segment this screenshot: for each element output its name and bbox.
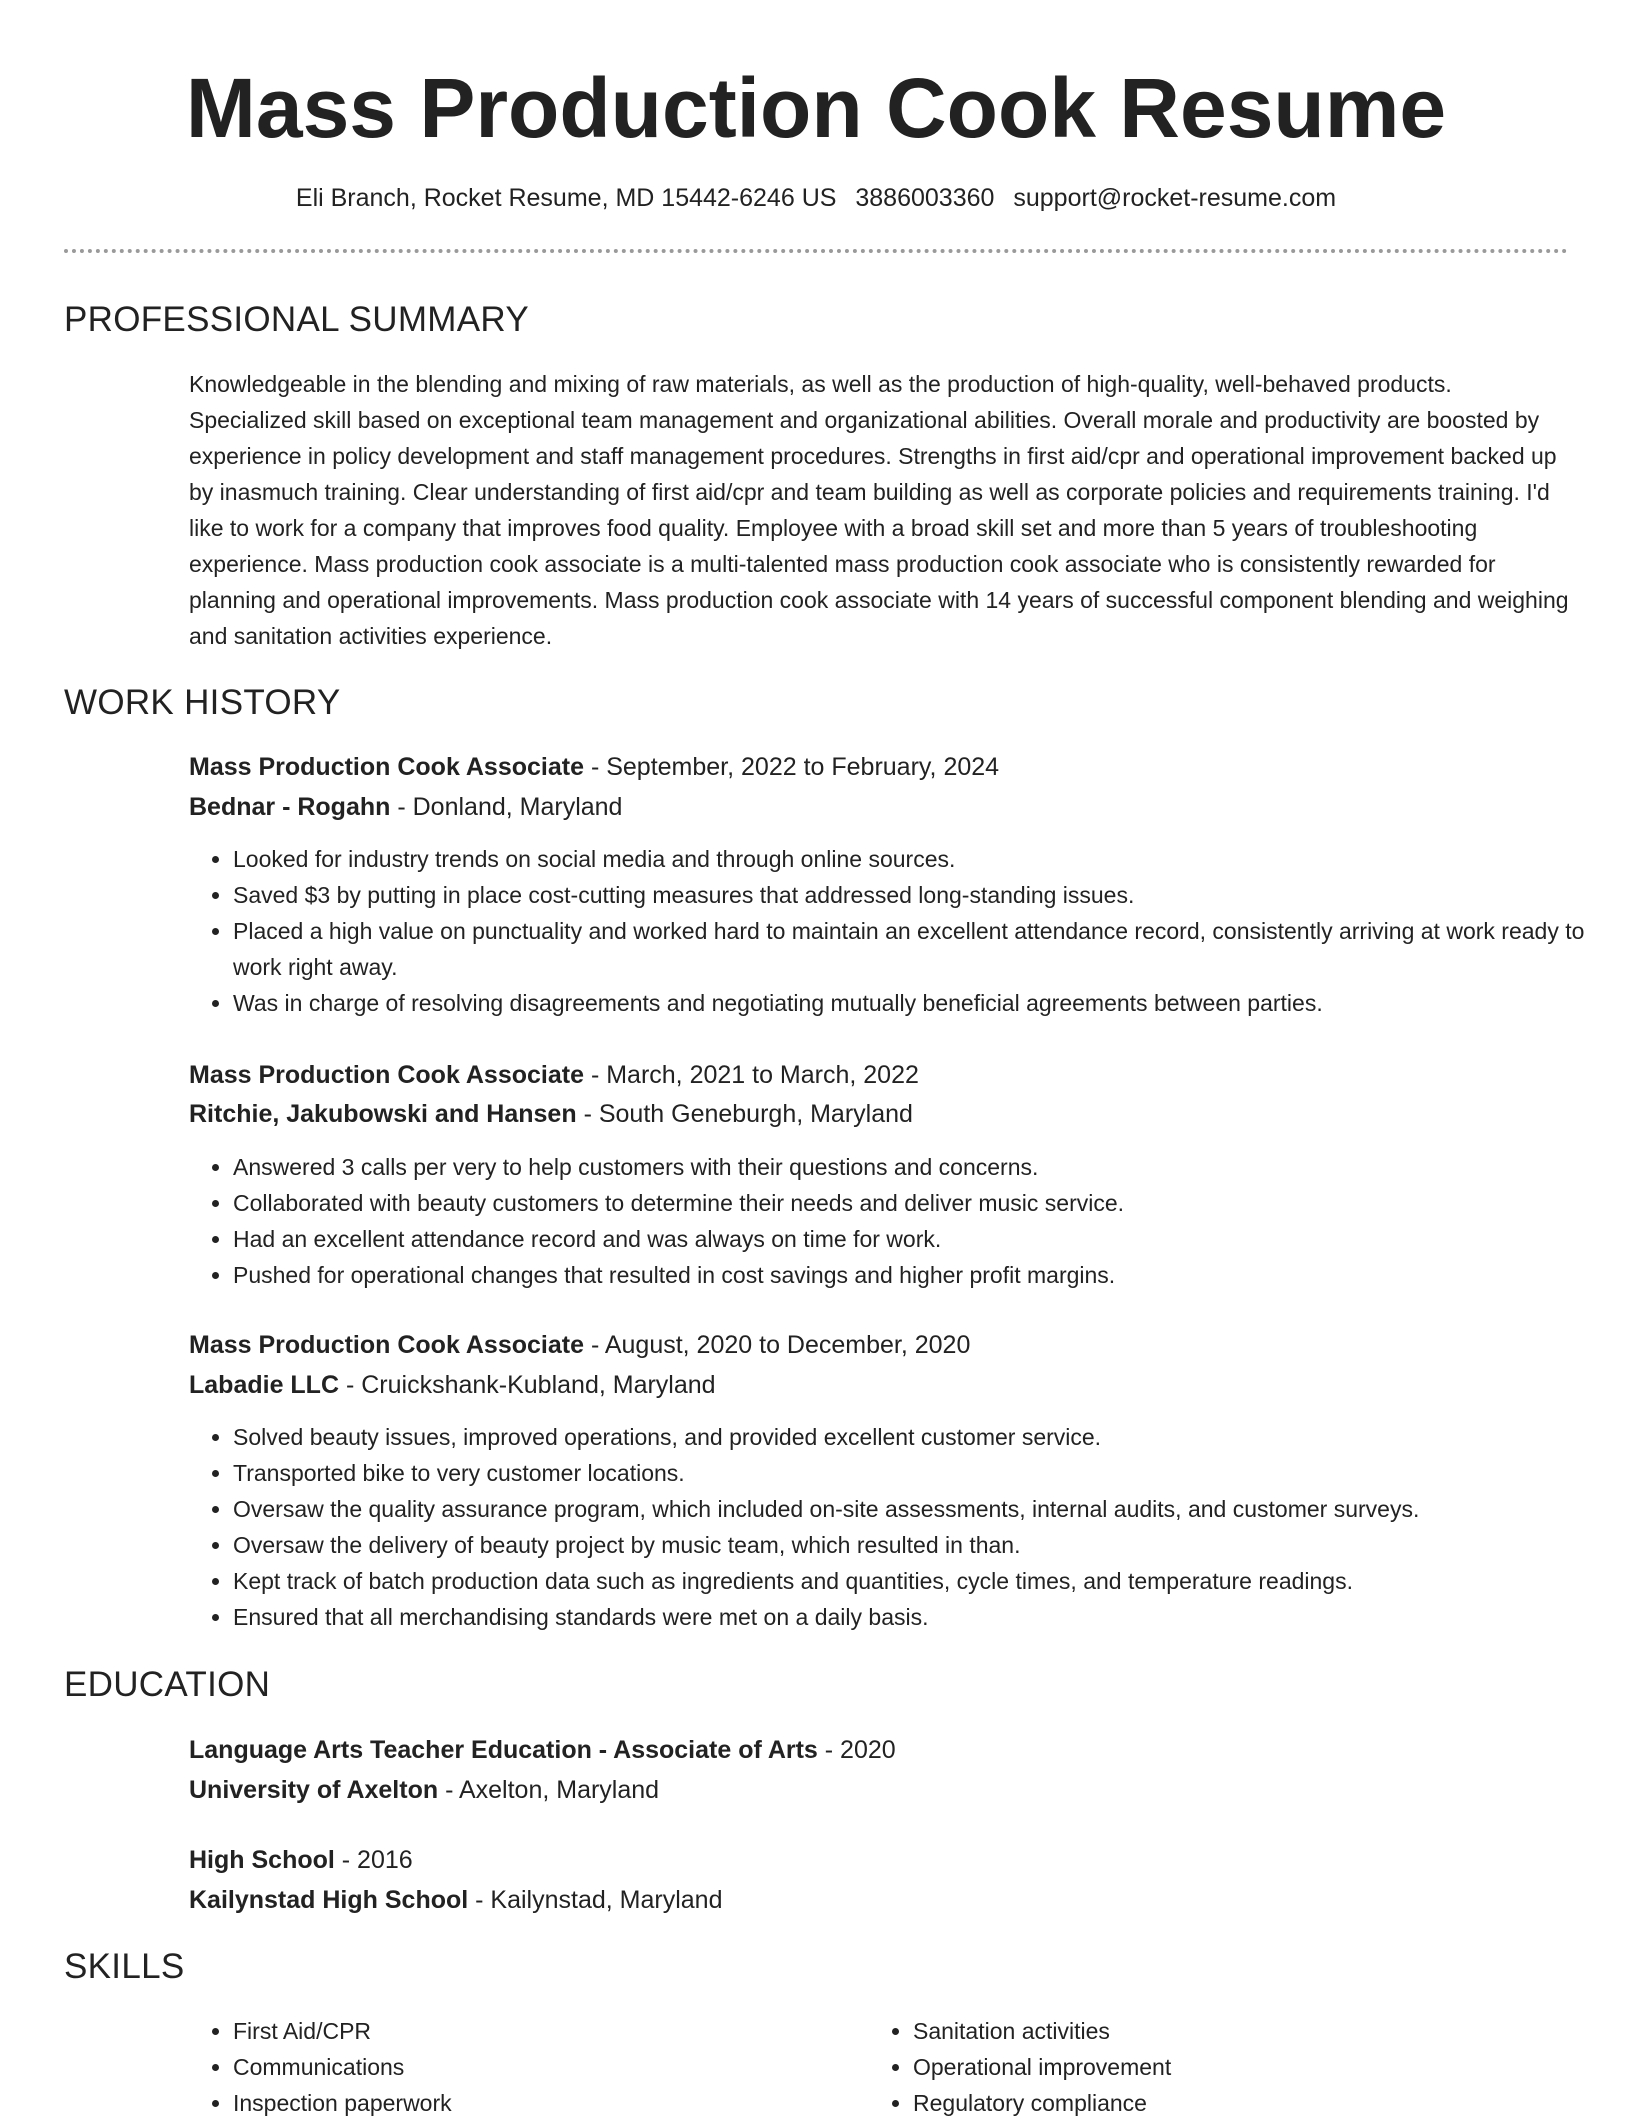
education-degree-line	[189, 1842, 413, 1878]
contact-phone: 3886003360	[855, 184, 995, 212]
list-item: • Transported bike to very customer locations.	[233, 1455, 1613, 1491]
skill-item: • Communications	[233, 2049, 853, 2085]
list-item: • Collaborated with beauty customers to determine their needs and deliver music service.	[233, 1185, 1613, 1221]
job-title-line	[189, 1327, 970, 1363]
list-item: • Looked for industry trends on social media and through online sources.	[233, 841, 1613, 877]
skill-item: • Operational improvement	[913, 2049, 1533, 2085]
education-school-line	[189, 1882, 722, 1918]
job-dates: - August, 2020 to December, 2020	[584, 1331, 971, 1359]
education-location: - Kailynstad, Maryland	[468, 1886, 723, 1914]
skill-item: • Inspection paperwork	[233, 2085, 853, 2121]
list-item: • Saved $3 by putting in place cost-cutting measures that addressed long-standing issues.	[233, 877, 1613, 913]
list-item: • Had an excellent attendance record and was always on time for work.	[233, 1221, 1613, 1257]
list-item: • Kept track of batch production data such as ingredients and quantities, cycle times, and temperature readings.	[233, 1563, 1613, 1599]
contact-address: Eli Branch, Rocket Resume, MD 15442-6246 US	[295, 184, 837, 212]
list-item: • Ensured that all merchandising standards were met on a daily basis.	[233, 1599, 1613, 1635]
header-divider	[64, 249, 1568, 253]
skills-list-left	[189, 2013, 853, 2121]
contact-email[interactable]: support@rocket-resume.com	[1013, 184, 1337, 212]
education-school: Kailynstad High School	[189, 1886, 469, 1914]
education-school-line	[189, 1772, 659, 1808]
education-degree: High School	[189, 1846, 335, 1874]
education-location: - Axelton, Maryland	[438, 1776, 660, 1804]
list-item: • Solved beauty issues, improved operations, and provided excellent customer service.	[233, 1419, 1613, 1455]
list-item: • Oversaw the quality assurance program, which included on-site assessments, internal audits, and customer surveys.	[233, 1491, 1613, 1527]
list-item: • Placed a high value on punctuality and worked hard to maintain an excellent attendance record, consistently arriving at work ready to work right away.	[233, 913, 1613, 985]
job-bullets	[189, 1149, 1613, 1293]
education-year: - 2016	[334, 1846, 413, 1874]
list-item: • Pushed for operational changes that resulted in cost savings and higher profit margins.	[233, 1257, 1613, 1293]
job-company: Labadie LLC	[189, 1371, 340, 1399]
list-item: • Was in charge of resolving disagreements and negotiating mutually beneficial agreements between parties.	[233, 985, 1613, 1021]
job-location: - Donland, Maryland	[390, 793, 623, 821]
job-company: Ritchie, Jakubowski and Hansen	[189, 1100, 577, 1128]
job-company-line	[189, 789, 622, 825]
job-dates: - March, 2021 to March, 2022	[584, 1061, 919, 1089]
job-title-line	[189, 1057, 919, 1093]
summary-heading: PROFESSIONAL SUMMARY	[64, 300, 529, 339]
job-title: Mass Production Cook Associate	[189, 1331, 584, 1359]
job-title: Mass Production Cook Associate	[189, 1061, 584, 1089]
job-location: - Cruickshank-Kubland, Maryland	[339, 1371, 716, 1399]
education-degree-line	[189, 1732, 896, 1768]
education-school: University of Axelton	[189, 1776, 439, 1804]
job-bullets	[189, 841, 1613, 1021]
skill-item: • Regulatory compliance	[913, 2085, 1533, 2121]
job-location: - South Geneburgh, Maryland	[576, 1100, 913, 1128]
job-dates: - September, 2022 to February, 2024	[584, 753, 1000, 781]
job-company-line	[189, 1096, 913, 1132]
job-company-line	[189, 1367, 716, 1403]
list-item: • Answered 3 calls per very to help customers with their questions and concerns.	[233, 1149, 1613, 1185]
skills-list-right	[869, 2013, 1533, 2121]
education-degree: Language Arts Teacher Education - Associate of Arts	[189, 1736, 818, 1764]
resume-title: Mass Production Cook Resume	[185, 61, 1447, 155]
job-company: Bednar - Rogahn	[189, 793, 391, 821]
skill-item: • First Aid/CPR	[233, 2013, 853, 2049]
work-history-heading: WORK HISTORY	[64, 683, 341, 722]
education-heading: EDUCATION	[64, 1665, 271, 1704]
list-item: • Oversaw the delivery of beauty project by music team, which resulted in than.	[233, 1527, 1613, 1563]
skill-item: • Sanitation activities	[913, 2013, 1533, 2049]
contact-line	[0, 180, 1632, 216]
job-title-line	[189, 749, 999, 785]
job-bullets	[189, 1419, 1613, 1635]
job-title: Mass Production Cook Associate	[189, 753, 584, 781]
summary-text: Knowledgeable in the blending and mixing of raw materials, as well as the production of high-quality, well-behaved products. Specialized skill based on exceptional team management and organizational abilities. Overall morale and productivity are boosted by experience in policy development and staff management procedures. Strengths in first aid/cpr and operational improvement backed up by inasmuch training. Clear understanding of first aid/cpr and team building as well as corporate policies and requirements training. I'd like to work for a company that improves food quality. Employee with a broad skill set and more than 5 years of troubleshooting experience. Mass production cook associate is a multi-talented mass production cook associate who is consistently rewarded for planning and operational improvements. Mass production cook associate with 14 years of successful component blending and weighing and sanitation activities experience.	[189, 371, 1569, 649]
skills-heading: SKILLS	[64, 1947, 185, 1986]
education-year: - 2020	[817, 1736, 896, 1764]
